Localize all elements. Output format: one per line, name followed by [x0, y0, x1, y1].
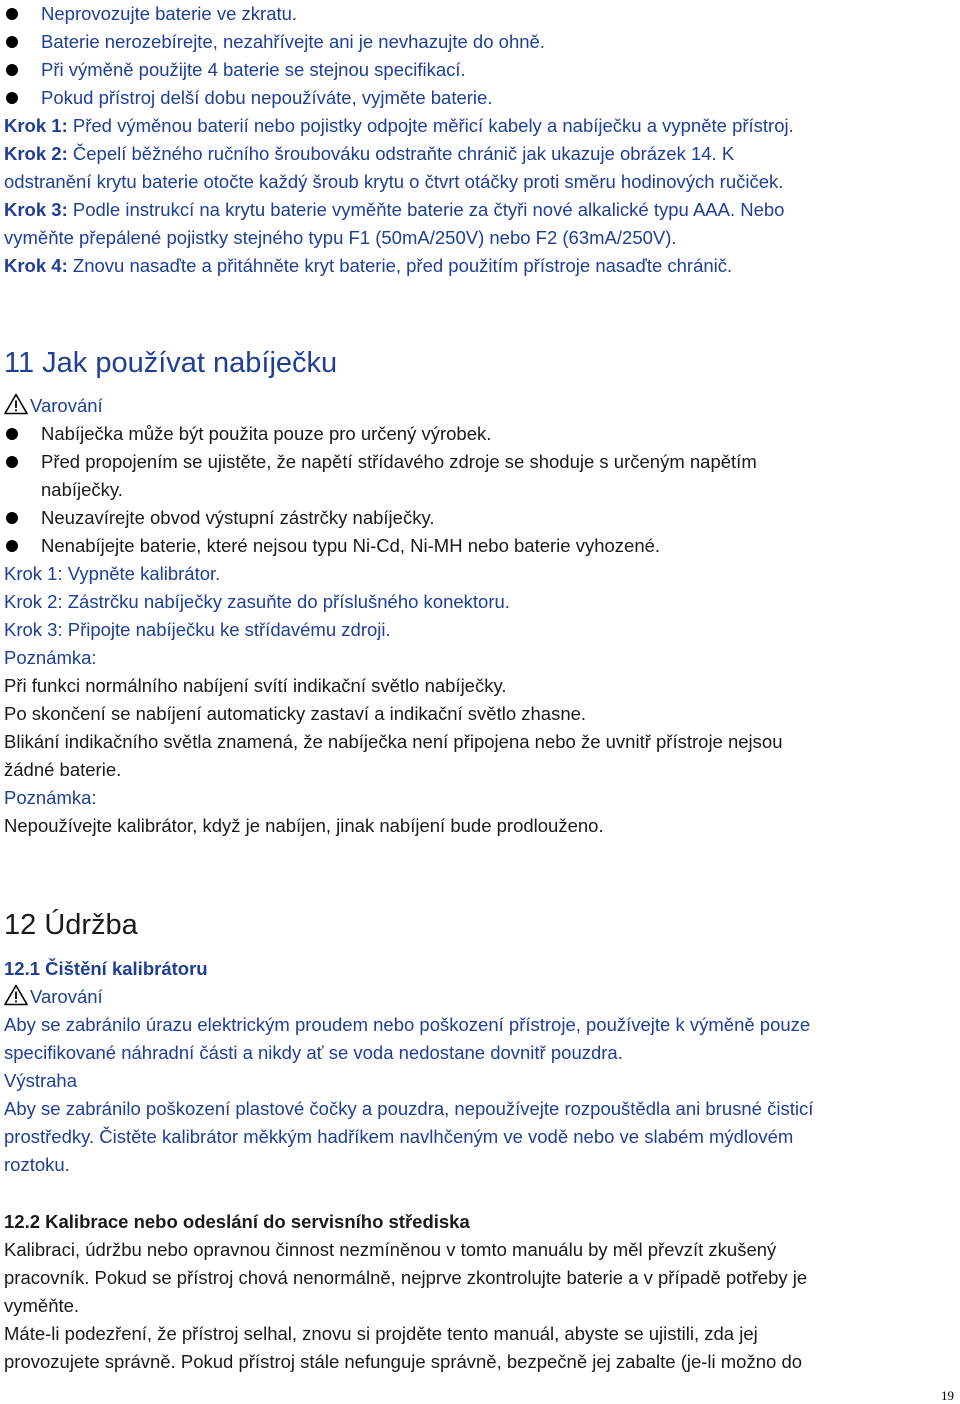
bullet-dot-icon	[6, 512, 18, 524]
caution-text: Aby se zabránilo poškození plastové čočky a pouzdra, nepoužívejte rozpouštědla ani brusné čisticí	[4, 1098, 814, 1119]
note-line: Po skončení se nabíjení automaticky zastaví a indikační světlo zhasne.	[4, 703, 587, 724]
subsection-12-2-title: 12.2 Kalibrace nebo odeslání do servisního střediska	[4, 1211, 470, 1232]
bullet-dot-icon	[6, 540, 18, 552]
bullet-item-cont: nabíječky.	[41, 479, 123, 500]
section-11-title: 11 Jak používat nabíječku	[4, 347, 338, 379]
paragraph-line: Máte-li podezření, že přístroj selhal, znovu si projděte tento manuál, abyste se ujistili, zda jej	[4, 1323, 758, 1344]
note-line: žádné baterie.	[4, 759, 122, 780]
bullet-dot-icon	[6, 36, 18, 48]
paragraph-line: pracovník. Pokud se přístroj chová nenormálně, nejprve zkontrolujte baterie a v případě potřeby je	[4, 1267, 808, 1288]
bullet-item: Neuzavírejte obvod výstupní zástrčky nabíječky.	[0, 504, 954, 532]
charger-step-3: Krok 3: Připojte nabíječku ke střídavému zdroji.	[4, 619, 391, 640]
note-label: Poznámka:	[4, 787, 97, 808]
charger-step-2: Krok 2: Zástrčku nabíječky zasuňte do příslušného konektoru.	[4, 591, 510, 612]
battery-step-2-cont: odstranění krytu baterie otočte každý šroub krytu o čtvrt otáčky proti směru hodinových ručiček.	[4, 171, 784, 192]
note-label: Poznámka:	[4, 647, 97, 668]
paragraph-line: provozujete správně. Pokud přístroj stále nefunguje správně, bezpečně jej zabalte (je-li možno do	[4, 1351, 803, 1372]
section-12-title: 12 Údržba	[4, 909, 138, 941]
battery-step-4: Krok 4: Znovu nasaďte a přitáhněte kryt baterie, před použitím přístroje nasaďte chránič.	[4, 255, 733, 276]
bullet-item: Pokud přístroj delší dobu nepoužíváte, vyjměte baterie.	[0, 84, 954, 112]
bullet-item: Před propojením se ujistěte, že napětí střídavého zdroje se shoduje s určeným napětím	[0, 448, 954, 476]
charger-step-1: Krok 1: Vypněte kalibrátor.	[4, 563, 221, 584]
warning-heading: Varování	[4, 392, 954, 420]
caution-text: prostředky. Čistěte kalibrátor měkkým hadříkem navlhčeným ve vodě nebo ve slabém mýdlovém	[4, 1126, 794, 1147]
bullet-dot-icon	[6, 92, 18, 104]
page-number: 19	[941, 1388, 954, 1403]
battery-step-3: Krok 3: Podle instrukcí na krytu baterie vyměňte baterie za čtyři nové alkalické typu AAA. Nebo	[4, 199, 785, 220]
note-line: Při funkci normálního nabíjení svítí indikační světlo nabíječky.	[4, 675, 507, 696]
bullet-dot-icon	[6, 456, 18, 468]
bullet-item: Nabíječka může být použita pouze pro určený výrobek.	[0, 420, 954, 448]
note-line: Blikání indikačního světla znamená, že nabíječka není připojena nebo že uvnitř přístroje nejsou	[4, 731, 783, 752]
bullet-item: Nenabíjejte baterie, které nejsou typu Ni-Cd, Ni-MH nebo baterie vyhozené.	[0, 532, 954, 560]
paragraph-line: Kalibraci, údržbu nebo opravnou činnost nezmíněnou v tomto manuálu by měl převzít zkušený	[4, 1239, 777, 1260]
bullet-item: Při výměně použijte 4 baterie se stejnou specifikací.	[0, 56, 954, 84]
warning-heading: Varování	[4, 983, 954, 1011]
warning-triangle-icon	[4, 393, 28, 415]
bullet-dot-icon	[6, 64, 18, 76]
subsection-12-1-title: 12.1 Čištění kalibrátoru	[4, 958, 208, 979]
bullet-item: Baterie nerozebírejte, nezahřívejte ani je nevhazujte do ohně.	[0, 28, 954, 56]
paragraph-line: vyměňte.	[4, 1295, 80, 1316]
battery-step-2: Krok 2: Čepelí běžného ručního šroubováku odstraňte chránič jak ukazuje obrázek 14. K	[4, 143, 735, 164]
bullet-item: Neprovozujte baterie ve zkratu.	[0, 0, 954, 28]
caution-text: roztoku.	[4, 1154, 70, 1175]
caution-label: Výstraha	[4, 1070, 78, 1091]
warning-text: specifikované náhradní části a nikdy ať se voda nedostane dovnitř pouzdra.	[4, 1042, 623, 1063]
note-line: Nepoužívejte kalibrátor, když je nabíjen, jinak nabíjení bude prodlouženo.	[4, 815, 604, 836]
warning-triangle-icon	[4, 984, 28, 1006]
battery-step-1: Krok 1: Před výměnou baterií nebo pojistky odpojte měřicí kabely a nabíječku a vypněte přístroj.	[4, 115, 794, 136]
bullet-dot-icon	[6, 8, 18, 20]
warning-text: Aby se zabránilo úrazu elektrickým proudem nebo poškození přístroje, používejte k výměně pouze	[4, 1014, 811, 1035]
battery-step-3-cont: vyměňte přepálené pojistky stejného typu F1 (50mA/250V) nebo F2 (63mA/250V).	[4, 227, 677, 248]
bullet-dot-icon	[6, 428, 18, 440]
